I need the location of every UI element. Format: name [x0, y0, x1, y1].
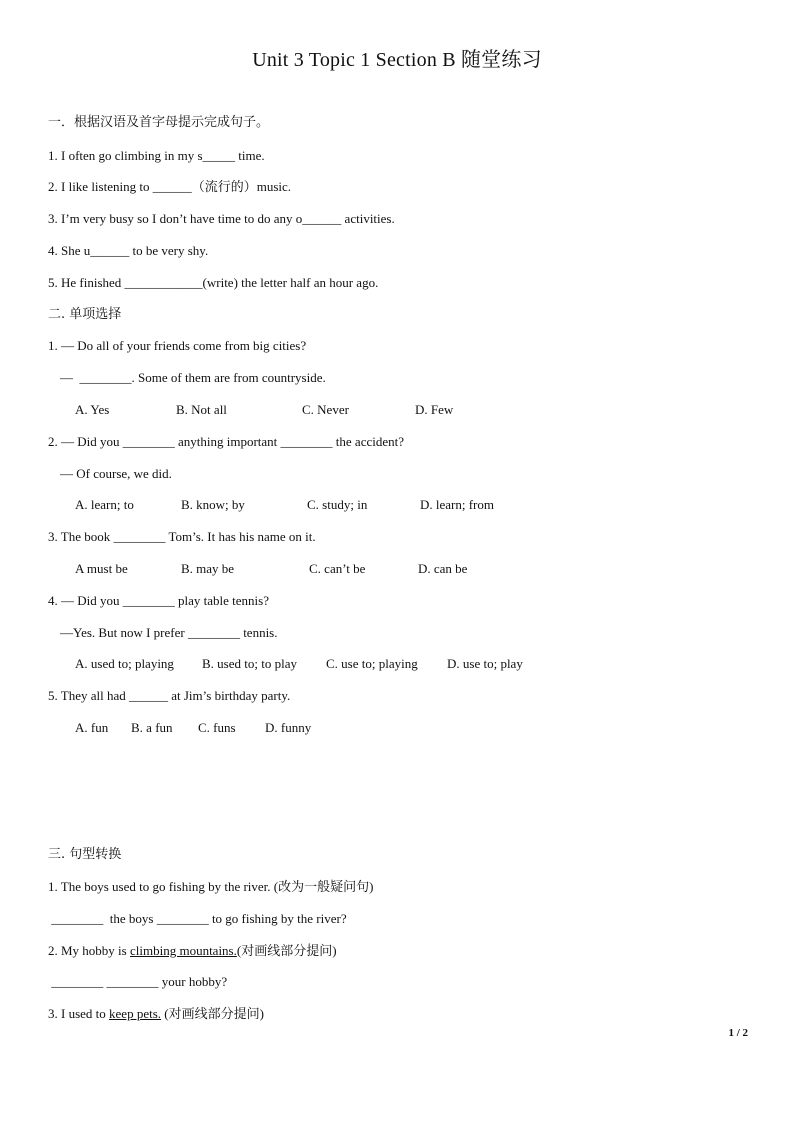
mc-option: D. learn; from — [420, 497, 495, 512]
mc-option: A. used to; playing — [75, 656, 174, 671]
question-text: 2. My hobby is — [48, 943, 130, 958]
mc-question-1-reply: — ________. Some of them are from countryside. — [60, 370, 326, 385]
transform-question-1: 1. The boys used to go fishing by the river. (改为一般疑问句) — [48, 879, 374, 894]
section-heading-1: 一．根据汉语及首字母提示完成句子。 — [48, 115, 270, 130]
mc-option: D. use to; play — [447, 656, 523, 671]
question-1-4: 4. She u______ to be very shy. — [48, 243, 209, 258]
question-1-1: 1. I often go climbing in my s_____ time. — [48, 148, 265, 163]
mc-option: C. study; in — [307, 497, 368, 512]
underlined-phrase: climbing mountains. — [129, 943, 237, 958]
section-heading-3: 三. 句型转换 — [48, 847, 122, 862]
transform-answer-1: ________ the boys ________ to go fishing by the river? — [48, 911, 347, 926]
mc-option: D. funny — [265, 720, 312, 735]
mc-option: B. used to; to play — [202, 656, 297, 671]
instruction-text: (对画线部分提问) — [236, 943, 337, 958]
mc-option: A. learn; to — [75, 497, 134, 512]
mc-option: A. fun — [75, 720, 109, 735]
mc-option: A must be — [75, 561, 128, 576]
mc-question-3-stem: 3. The book ________ Tom’s. It has his name on it. — [48, 529, 316, 544]
question-1-3: 3. I’m very busy so I don’t have time to do any o______ activities. — [48, 211, 395, 226]
mc-option: B. Not all — [176, 402, 227, 417]
underlined-phrase: keep pets. — [109, 1006, 162, 1021]
mc-option: D. can be — [418, 561, 468, 576]
question-1-2: 2. I like listening to ______（流行的）music. — [48, 179, 292, 194]
section-heading-2: 二. 单项选择 — [48, 307, 122, 322]
page-number: 1 / 2 — [728, 1027, 748, 1039]
transform-question-2 — [48, 942, 337, 960]
mc-question-2-stem: 2. — Did you ________ anything important ________ the accident? — [48, 434, 404, 449]
question-text: 3. I used to — [48, 1006, 110, 1021]
mc-option: C. Never — [302, 402, 349, 417]
mc-question-2-reply: — Of course, we did. — [60, 466, 172, 481]
mc-question-4-stem: 4. — Did you ________ play table tennis? — [48, 593, 269, 608]
mc-question-4-reply: —Yes. But now I prefer ________ tennis. — [60, 625, 278, 640]
page-title: Unit 3 Topic 1 Section B 随堂练习 — [252, 49, 542, 71]
instruction-text: (对画线部分提问) — [161, 1006, 264, 1021]
mc-question-1-stem: 1. — Do all of your friends come from big cities? — [48, 338, 307, 353]
transform-question-3 — [48, 1005, 264, 1023]
mc-option: A. Yes — [75, 402, 110, 417]
question-1-5: 5. He finished ____________(write) the letter half an hour ago. — [48, 275, 379, 290]
mc-option: D. Few — [415, 402, 454, 417]
mc-option: C. funs — [198, 720, 236, 735]
mc-option: B. know; by — [181, 497, 245, 512]
mc-question-5-stem: 5. They all had ______ at Jim’s birthday party. — [48, 688, 291, 703]
mc-option: B. a fun — [131, 720, 173, 735]
transform-answer-2: ________ ________ your hobby? — [48, 974, 228, 989]
mc-option: C. can’t be — [309, 561, 366, 576]
mc-option: B. may be — [181, 561, 235, 576]
mc-option: C. use to; playing — [326, 656, 418, 671]
